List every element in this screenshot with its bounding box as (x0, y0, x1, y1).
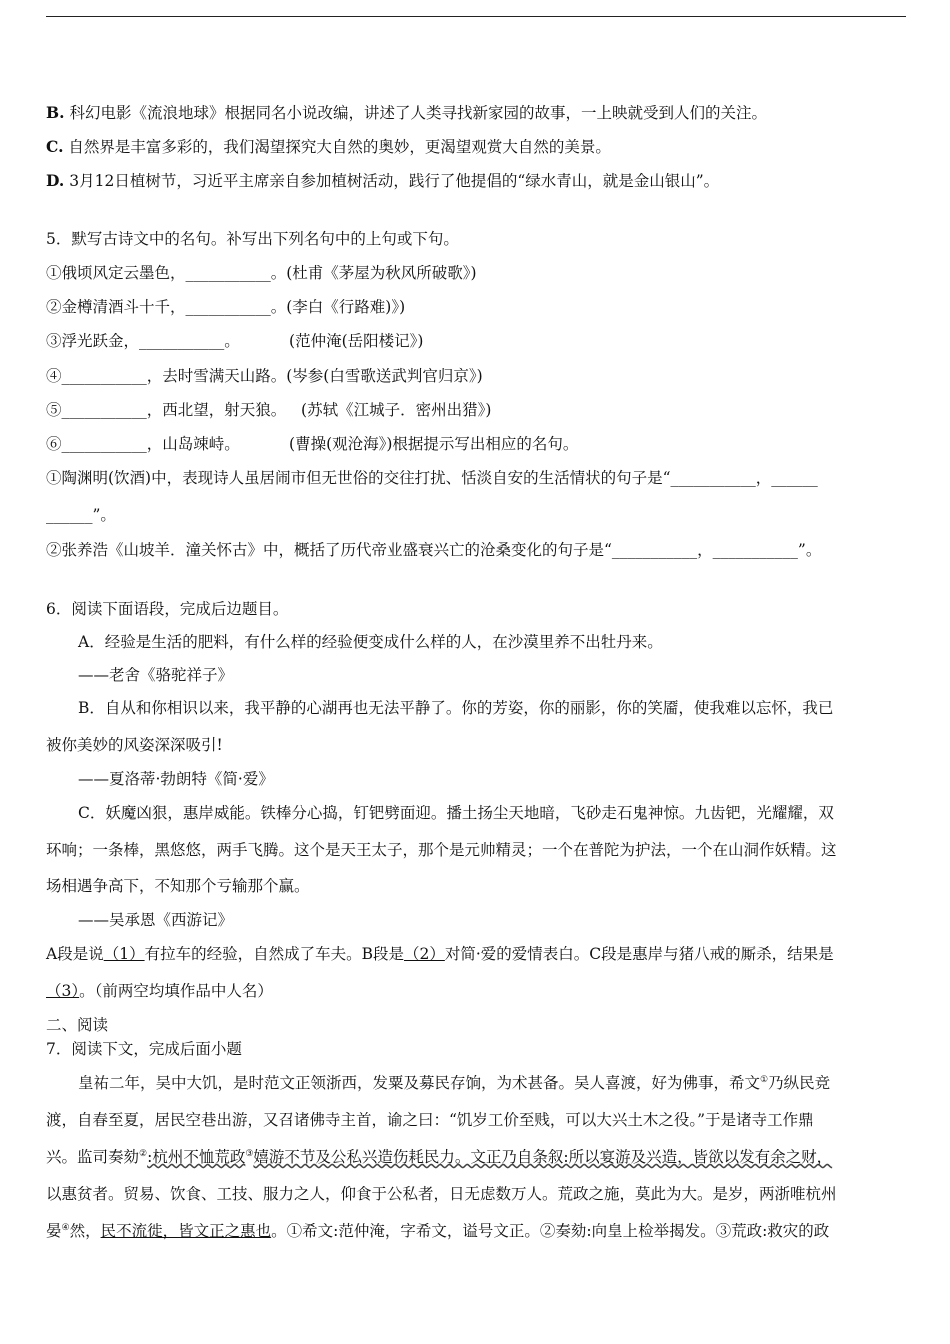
header-rule (46, 16, 906, 17)
q5-line: ②张养浩《山坡羊．潼关怀古》中，概括了历代帝业盛衰兴亡的沧桑变化的句子是“___________，___________”。 (46, 541, 822, 559)
q5-line: ④___________，去时雪满天山路。(岑参(白雪歌送武判官归京》) (46, 367, 483, 385)
q6-question-text: 有拉车的经验，自然成了车夫。B段是 (144, 945, 404, 963)
option-text: 3月12日植树节，习近平主席亲自参加植树活动，践行了他提倡的“绿水青山，就是金山银山”。 (69, 172, 720, 190)
option-label: B. (46, 103, 65, 122)
q6-title: 6．阅读下面语段，完成后边题目。 (46, 600, 289, 618)
q5-line: ⑤___________，西北望，射天狼。 (苏轼《江城子．密州出猎》) (46, 401, 492, 419)
q6-c-text: C．妖魔凶狠，惠岸威能。铁棒分心捣，钉钯劈面迎。播土扬尘天地暗，飞砂走石鬼神惊。九齿钯，光耀耀，双 (78, 804, 834, 822)
q7-passage-line: 以惠贫者。贸易、饮食、工技、服力之人，仰食于公私者，日无虑数万人。荒政之施，莫此为大。是岁，两浙唯杭州 (46, 1185, 837, 1203)
option-d (46, 171, 719, 191)
q6-c-text: 场相遇争高下，不知那个亏输那个赢。 (46, 877, 310, 895)
option-b (46, 103, 767, 123)
q6-blank-2: （2） (403, 945, 445, 963)
passage-text: 然， (69, 1222, 101, 1240)
q6-c-text: 环响；一条棒，黑悠悠，两手飞腾。这个是天王太子，那个是元帅精灵；一个在普陀为护法，一个在山洞作妖精。这 (46, 841, 837, 859)
q6-question-text: 。（前两空均填作品中人名） (79, 982, 273, 1000)
footnote-marker: ② (139, 1148, 148, 1159)
q5-line: ⑥___________，山岛竦峙。 (曹操(观沧海》)根据提示写出相应的名句。 (46, 435, 579, 453)
passage-text: 。①希文:范仲淹，字希文，谥号文正。②奏劾:向皇上检举揭发。③荒政:救灾的政 (271, 1222, 830, 1240)
passage-text: 嬉游不节及公私兴造伤耗民力。文正乃自条叙:所以宴游及兴造，皆欲以发有余之财， (253, 1148, 833, 1166)
q5-line: ______”。 (46, 506, 116, 524)
passage-text: 兴。监司奏劾 (46, 1148, 140, 1166)
q6-b-source: ——夏洛蒂·勃朗特《简·爱》 (78, 770, 274, 788)
q6-question-cont (46, 981, 273, 1001)
q6-b-text: 被你美妙的风姿深深吸引! (46, 736, 223, 754)
q7-title: 7．阅读下文，完成后面小题 (46, 1040, 242, 1058)
option-label: C. (46, 137, 64, 156)
q7-passage-line (46, 1221, 829, 1241)
passage-text: 皇祐二年，吴中大饥，是时范文正领浙西，发粟及募民存饷，为术甚备。吴人喜渡，好为佛事，希文 (78, 1074, 761, 1092)
footnote-marker: ① (760, 1074, 769, 1085)
section-heading: 二、阅读 (46, 1016, 109, 1034)
q6-a-source: ——老舍《骆驼祥子》 (78, 666, 234, 684)
q6-b-text: B．自从和你相识以来，我平静的心湖再也无法平静了。你的芳姿，你的丽影，你的笑靥，使我难以忘怀，我已 (78, 699, 834, 717)
passage-text: :杭州不恤荒政 (147, 1148, 246, 1166)
passage-text: 晏 (46, 1222, 62, 1240)
footnote-marker: ③ (245, 1148, 254, 1159)
q6-c-source: ——吴承恩《西游记》 (78, 911, 234, 929)
q5-line: ③浮光跃金，___________。 (范仲淹(岳阳楼记》) (46, 332, 424, 350)
option-text: 科幻电影《流浪地球》根据同名小说改编，讲述了人类寻找新家园的故事，一上映就受到人们的关注。 (69, 104, 767, 122)
q6-blank-1: （1） (103, 945, 145, 963)
q6-blank-3: （3） (46, 982, 80, 1000)
q5-title: 5．默写古诗文中的名句。补写出下列名句中的上句或下句。 (46, 230, 459, 248)
q6-question (46, 944, 834, 964)
option-label: D. (46, 171, 65, 190)
q7-passage-line: 渡，自春至夏，居民空巷出游，又召诸佛寺主首，谕之曰：“饥岁工价至贱，可以大兴土木之役。”于是诸寺工作鼎 (46, 1111, 814, 1129)
q6-question-text: 对简·爱的爱情表白。C段是惠岸与猪八戒的厮杀，结果是 (444, 945, 834, 963)
q6-a-text: A．经验是生活的肥料，有什么样的经验便变成什么样的人，在沙漠里养不出牡丹来。 (78, 633, 663, 651)
option-text: 自然界是丰富多彩的，我们渴望探究大自然的奥妙，更渴望观赏大自然的美景。 (68, 138, 611, 156)
q7-passage-line (78, 1073, 830, 1093)
passage-text: 乃纵民竞 (768, 1074, 831, 1092)
underlined-sentence: 民不流徙，皆文正之惠也 (100, 1222, 272, 1240)
q7-passage-line (46, 1147, 832, 1167)
footnote-marker: ④ (61, 1222, 70, 1233)
q5-line: ②金樽清酒斗十千，___________。(李白《行路难)》) (46, 298, 406, 316)
q5-line: ①陶渊明(饮酒)中，表现诗人虽居闹市但无世俗的交往打扰、恬淡自安的生活情状的句子是“___________，______ (46, 469, 818, 487)
q6-question-text: A段是说 (46, 945, 104, 963)
option-c (46, 137, 611, 157)
q5-line: ①俄顷风定云墨色，___________。(杜甫《茅屋为秋风所破歌》) (46, 264, 477, 282)
